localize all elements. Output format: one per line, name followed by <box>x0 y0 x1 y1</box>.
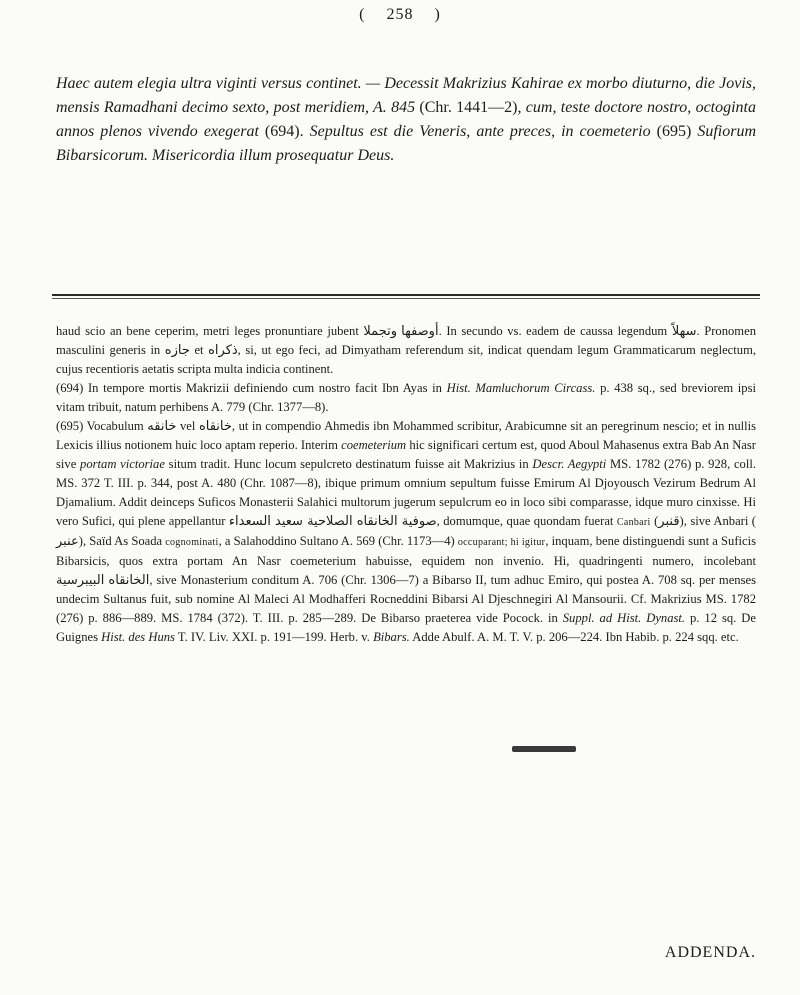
header-paren-left: ( <box>359 6 366 23</box>
footnote-695: (695) Vocabulum خانقه vel خانقاه, ut in compendio Ahmedis ibn Mohammed scribitur, Arabicumne sit an peregrinum nescio; et in nullis Lexicis illius notionem huic loco aptam reperio. Interim coemeterium hic significari certum est, quod Aboul Mahasenus extra Bab An Nasr sive portam victoriae situm tradit. Hunc locum sepulcreto destinatum fuisse ait Makrizius in Descr. Aegypti MS. 1782 (276) p. 928, coll. MS. 372 T. III. p. 344, post A. 480 (Chr. 1087—8), ibique primum omnium sepultum fuisse Emirum Al Djoyousch Vezirum Bedrum Al Djamalium. Addit deinceps Suficos Monasterii Salahici multorum jugerum sepulcrum eo in loco sibi comparasse, idque muro cinxisse. Hi vero Sufici, qui plene appellantur صوفية الخانقاه الصلاحية سعيد السعداء, domumque, quae quondam fuerat Canbari (قنبر), sive Anbari (عنبر), Saïd As Soada cognominati, a Salahoddino Sultano A. 569 (Chr. 1173—4) occuparant; hi igitur, inquam, bene distinguendi sunt a Suficis Bibarsicis, quos extra portam An Nasr coemeterium habuisse, equidem non invenio. Hi, quadringenti numero, incolebant الخانقاه البيبرسية, sive Monasterium conditum A. 706 (Chr. 1306—7) a Bibarso II, tum adhuc Emiro, qui postea A. 708 sq. per menses undecim Sultanus fuit, sub nomine Al Maleci Al Modhafferi Rocneddini Bibarsi Al Djeschnegiri Al Mansourii. Cf. Makrizius MS. 1782 (276) p. 886—889. MS. 1784 (372). T. III. p. 285—289. De Bibarso praeterea vide Pocock. in Suppl. ad Hist. Dynast. p. 12 sq. De Guignes Hist. des Huns T. IV. Liv. XXI. p. 191—199. Herb. v. Bibars. Adde Abulf. A. M. T. V. p. 206—224. Ibn Habib. p. 224 sqq. etc. <box>56 419 757 644</box>
catchword: ADDENDA. <box>664 944 756 961</box>
main-text-2: (Chr. 1441—2), <box>419 99 522 116</box>
arabic-phrase: أوصفها وتجملا <box>363 324 439 339</box>
arabic-word: خانقه <box>147 419 177 434</box>
header-paren-right: ) <box>434 6 441 23</box>
footnote-693: haud scio an bene ceperim, metri leges pronuntiare jubent أوصفها وتجملا. In secundo vs. eadem de caussa legendum سهلاً. Pronomen masculini generis in جازه et ذكراه, si, ut ego feci, ad Dimyatham referendum sit, indicat quendam legum Grammaticarum neglectum, cujus recentioris aetatis scripta multa indicia continent. <box>56 324 757 376</box>
main-text-7: Sufiorum Bibarsicorum. Misericordia illum prosequatur Deus. <box>56 123 757 164</box>
separator-rule <box>52 294 760 296</box>
footnotes <box>56 322 756 647</box>
footnote-ref-695: (695) <box>656 123 692 140</box>
main-text-3: cum, teste doctore nostro, octoginta annos plenos vivendo exegerat <box>56 99 757 140</box>
end-ornament <box>512 746 576 752</box>
footnote-694: (694) In tempore mortis Makrizii definiendo cum nostro facit Ibn Ayas in Hist. Mamluchorum Circass. p. 438 sq., sed breviorem ipsi vitam tribuit, natum perhibens A. 779 (Chr. 1377—8). <box>56 381 756 414</box>
arabic-word: خانقاه <box>198 419 232 434</box>
page-number: 258 <box>386 6 414 23</box>
page-header <box>0 6 800 28</box>
arabic-phrase: صوفية الخانقاه الصلاحية سعيد السعداء <box>228 514 437 529</box>
main-paragraph <box>56 72 756 168</box>
arabic-word: عنبر <box>56 534 79 549</box>
arabic-word: جازه <box>164 343 190 358</box>
main-text-5: Sepultus est die Veneris, ante preces, in coemeterio <box>303 123 657 140</box>
footnote-ref-694: (694). <box>264 123 304 140</box>
arabic-word: سهلاً <box>671 324 697 339</box>
arabic-word: ذكراه <box>208 343 238 358</box>
separator-rule-thin <box>52 298 760 299</box>
arabic-phrase: الخانقاه البيبرسية <box>56 573 150 588</box>
main-text-1: Haec autem elegia ultra viginti versus continet. — Decessit Makrizius Kahirae ex morbo diuturno, die Jovis, mensis Ramadhani decimo sexto, post meridiem, A. 845 <box>56 75 756 116</box>
arabic-word: قنبر <box>658 514 680 529</box>
